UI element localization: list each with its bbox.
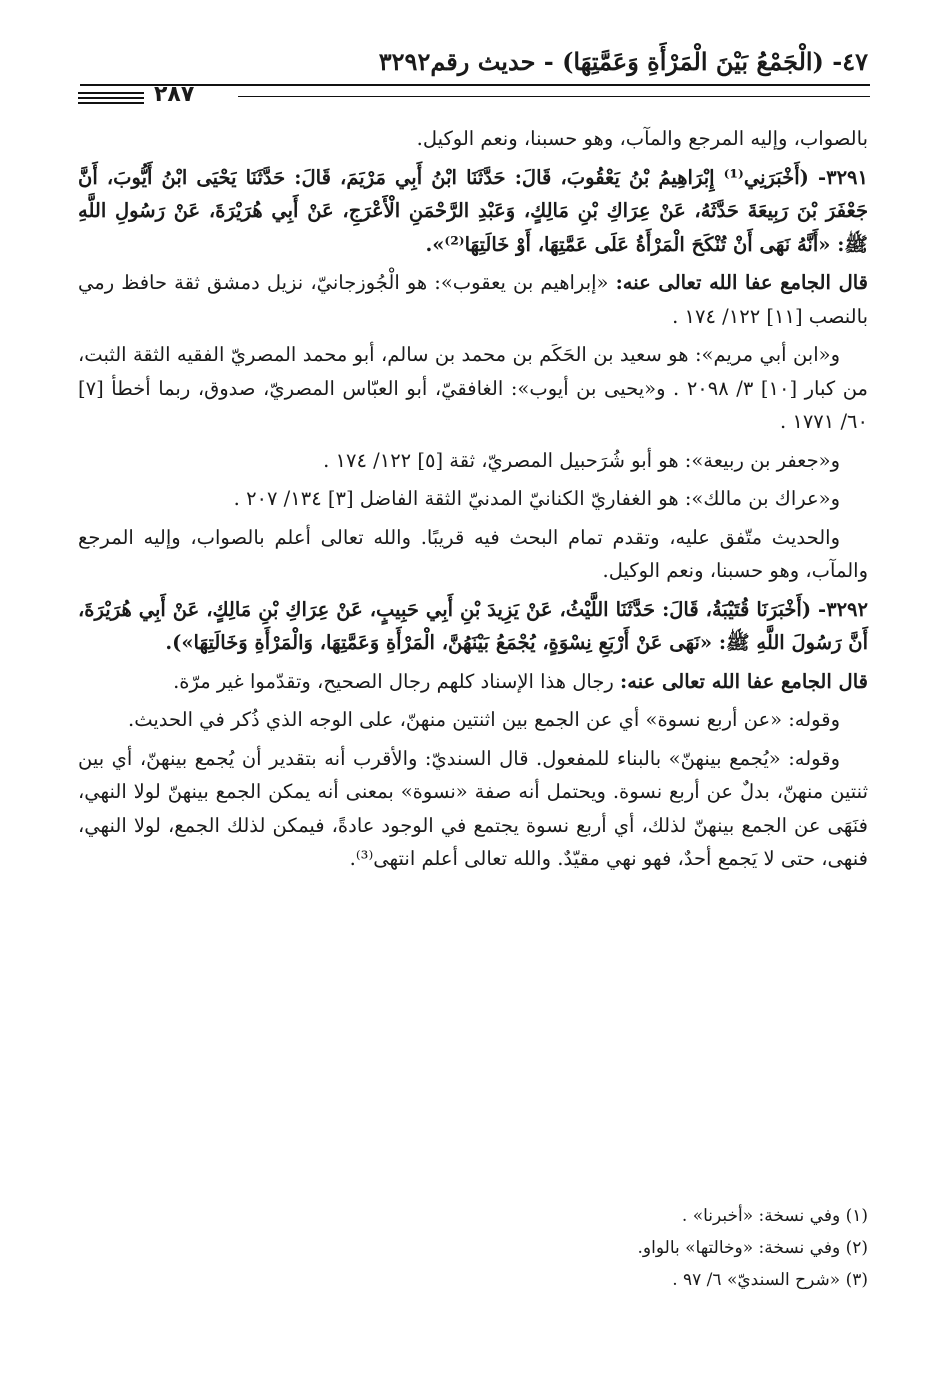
hadith-3291: ٣٢٩١- (أَخْبَرَنِي⁽¹⁾ إِبْرَاهِيمُ بْنُ يَعْقُوبَ، قَالَ: حَدَّثَنَا ابْنُ أَبِي مَرْيَمَ، قَالَ: حَدَّثَنَا يَحْيَى ابْنُ أَيُّوبَ، أَنَّ جَعْفَرَ بْنَ رَبِيعَةَ حَدَّثَهُ، عَنْ عِرَاكِ بْنِ مَالِكٍ، وَعَبْدِ الرَّحْمَنِ الْأَعْرَجِ، عَنْ أَبِي هُرَيْرَةَ، عَنْ رَسُولِ اللَّهِ ﷺ: «أَنَّهُ نَهَى أَنْ تُنْكَحَ الْمَرْأَةُ عَلَى عَمَّتِهَا، أَوْ خَالَتِهَا⁽²⁾». — [78, 165, 868, 256]
commentary-lead: قال الجامع عفا الله تعالى عنه: — [615, 271, 868, 294]
hadith-3292: ٣٢٩٢- (أَخْبَرَنَا قُتَيْبَةُ، قَالَ: حَدَّثَنَا اللَّيْثُ، عَنْ يَزِيدَ بْنِ أَبِي حَبِيبٍ، عَنْ عِرَاكِ بْنِ مَالِكٍ، عَنْ أَبِي هُرَيْرَةَ، أَنَّ رَسُولَ اللَّهِ ﷺ: «نَهَى عَنْ أَرْبَعِ نِسْوَةٍ، يُجْمَعُ بَيْنَهُنَّ، الْمَرْأَةِ وَعَمَّتِهَا، وَالْمَرْأَةِ وَخَالَتِهَا»). — [78, 597, 868, 654]
explanation-paragraph: وقوله: «عن أربع نسوة» أي عن الجمع بين اثنتين منهنّ، على الوجه الذي ذُكر في الحديث. — [128, 708, 840, 731]
commentary-paragraph — [78, 266, 868, 333]
narrator-note: و«عراك بن مالك»: هو الغفاريّ الكنانيّ المدنيّ الثقة الفاضل [٣] ١٣٤/ ٢٠٧ . — [233, 487, 840, 510]
page-number-rule — [238, 96, 870, 97]
footnote-3: (٣) «شرح السنديّ» ٦/ ٩٧ . — [672, 1270, 868, 1290]
footnote-1: (١) وفي نسخة: «أخبرنا» . — [681, 1206, 868, 1226]
commentary-text: رجال هذا الإسناد كلهم رجال الصحيح، وتقدّموا غير مرّة. — [173, 669, 614, 693]
page-number: ٢٨٧ — [154, 82, 195, 107]
narrator-note: و«جعفر بن ربيعة»: هو أبو شُرَحبيل المصريّ، ثقة [٥] ١٢٢/ ١٧٤ . — [323, 448, 840, 472]
paragraph-continuation: بالصواب، وإليه المرجع والمآب، وهو حسبنا، ونعم الوكيل. — [416, 127, 868, 150]
hadith-verdict: والحديث متّفق عليه، وتقدم تمام البحث فيه قريبًا. والله تعالى أعلم بالصواب، وإليه المرجع والمآب، وهو حسبنا، ونعم الوكيل. — [78, 525, 868, 582]
narrator-note: و«ابن أبي مريم»: هو سعيد بن الحَكَم بن محمد بن سالم، أبو محمد المصريّ الفقيه الثقة الثبت، من كبار [١٠] ٣/ ٢٠٩٨ . و«يحيى بن أيوب»: الغافقيّ، أبو العبّاس المصريّ، صدوق، ربما أخطأ [٧] ٦٠/ ١٧٧١ . — [78, 343, 868, 433]
explanation-paragraph: وقوله: «يُجمع بينهنّ» بالبناء للمفعول. قال السنديّ: والأقرب أنه بتقدير أن يُجمع بينهنّ، أي بين ثنتين منهنّ، بدلٌ عن أربع نسوة. ويحتمل أنه صفة «نسوة» بمعنى أنه يمكن الجمع بينهنّ لولا النهي، فنَهَى عن الجمع بينهنّ لذلك، أي أربع نسوة يجتمع في الوجود عادةً، فيمكن لذلك الجمع، لولا النهي، فنهى، حتى لا يَجمع أحدٌ، فهو نهي مقيّدٌ. والله تعالى أعلم انتهى⁽³⁾. — [78, 746, 868, 870]
commentary-text: «إبراهيم بن يعقوب»: هو الْجُوزجانيّ، نزيل دمشق ثقة حافظ رمي بالنصب [١١] ١٢٢/ ١٧٤ . — [78, 271, 868, 328]
page-number-ornament — [78, 92, 144, 107]
commentary-paragraph — [78, 665, 868, 699]
page-number-row — [78, 82, 870, 112]
commentary-lead: قال الجامع عفا الله تعالى عنه: — [620, 669, 868, 693]
running-header: ٤٧- (الْجَمْعُ بَيْنَ الْمَرْأَةِ وَعَمَّتِهَا) - حديث رقم٣٢٩٢ — [378, 47, 868, 76]
footnotes — [78, 1200, 868, 1296]
footnote-2: (٢) وفي نسخة: «وخالتها» بالواو. — [637, 1238, 868, 1258]
main-text — [78, 122, 868, 881]
